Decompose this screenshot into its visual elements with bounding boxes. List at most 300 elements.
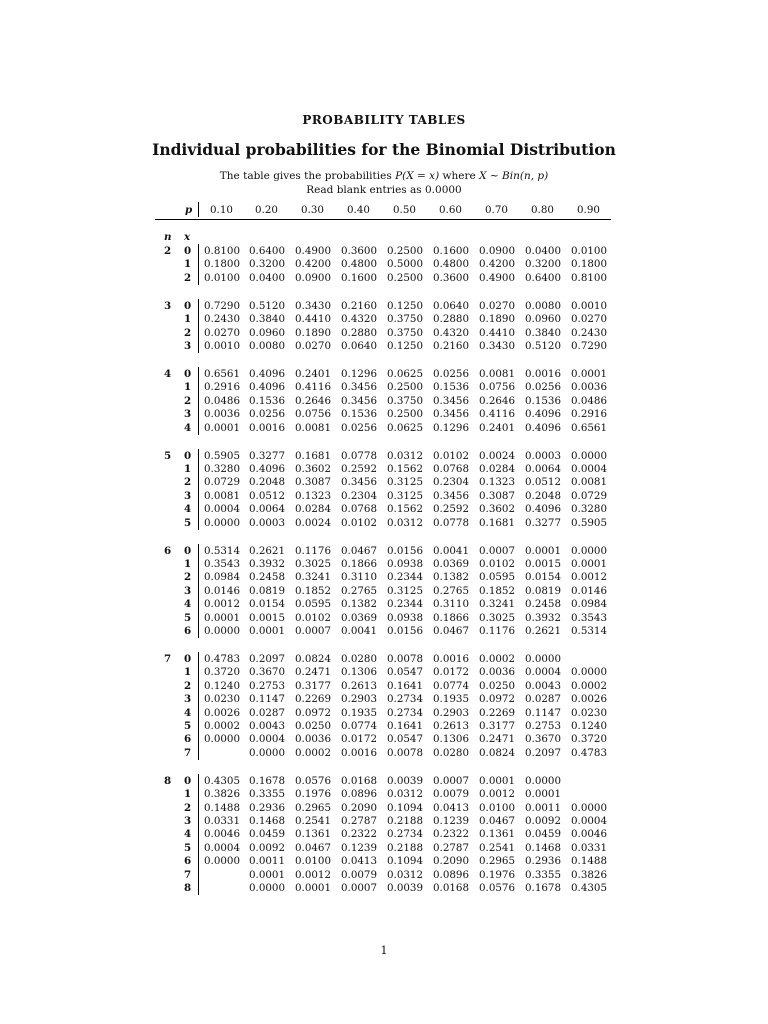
probability-cell: 0.0001 — [249, 868, 286, 881]
probability-cell: 0.1147 — [249, 693, 286, 706]
probability-cell: 0.3125 — [387, 476, 424, 489]
probability-cell: 0.0041 — [433, 544, 470, 557]
probability-cell: 0.2048 — [525, 489, 562, 502]
x-value: 3 — [184, 339, 192, 352]
probability-cell: 0.2500 — [387, 408, 424, 421]
probability-cell: 0.2401 — [295, 367, 332, 380]
probability-cell: 0.0036 — [479, 666, 516, 679]
probability-cell: 0.0000 — [249, 881, 286, 894]
probability-cell: 0.1250 — [387, 299, 424, 312]
probability-cell: 0.0000 — [525, 652, 562, 665]
probability-cell: 0.0168 — [341, 774, 378, 787]
probability-cell: 0.0026 — [571, 693, 608, 706]
probability-cell: 0.0015 — [525, 557, 562, 570]
probability-cell: 0.4305 — [204, 774, 241, 787]
probability-cell: 0.0016 — [525, 367, 562, 380]
probability-cell: 0.1176 — [479, 624, 516, 637]
n-value: 3 — [164, 299, 172, 312]
probability-cell: 0.0011 — [249, 855, 286, 868]
probability-cell: 0.0102 — [479, 557, 516, 570]
probability-cell: 0.0312 — [387, 868, 424, 881]
probability-cell: 0.0640 — [341, 339, 378, 352]
probability-cell: 0.0369 — [433, 557, 470, 570]
probability-cell: 0.2304 — [433, 476, 470, 489]
probability-cell: 0.0000 — [571, 801, 608, 814]
probability-cell: 0.1641 — [387, 679, 424, 692]
probability-cell: 0.4900 — [295, 244, 332, 257]
probability-cell: 0.0486 — [571, 394, 608, 407]
probability-cell: 0.0900 — [479, 244, 516, 257]
probability-cell: 0.0036 — [204, 408, 241, 421]
probability-cell: 0.3025 — [295, 557, 332, 570]
probability-cell: 0.5000 — [387, 258, 424, 271]
probability-cell: 0.0015 — [249, 611, 286, 624]
probability-cell: 0.0012 — [295, 868, 332, 881]
probability-cell: 0.0046 — [571, 828, 608, 841]
probability-cell: 0.1852 — [295, 584, 332, 597]
probability-cell: 0.3932 — [525, 611, 562, 624]
probability-cell: 0.4096 — [525, 421, 562, 434]
description-line-1 — [0, 170, 768, 182]
probability-cell: 0.0100 — [295, 855, 332, 868]
x-value: 3 — [184, 489, 192, 502]
probability-cell: 0.0768 — [433, 462, 470, 475]
probability-cell: 0.3456 — [433, 489, 470, 502]
probability-cell: 0.2916 — [571, 408, 608, 421]
probability-cell: 0.3543 — [204, 557, 241, 570]
probability-cell: 0.0146 — [571, 584, 608, 597]
p-column-header: 0.30 — [301, 204, 324, 216]
probability-cell: 0.0824 — [295, 652, 332, 665]
probability-cell: 0.0004 — [571, 814, 608, 827]
probability-cell: 0.0156 — [387, 544, 424, 557]
probability-cell: 0.4096 — [249, 367, 286, 380]
probability-cell: 0.0467 — [433, 624, 470, 637]
probability-cell: 0.1976 — [295, 788, 332, 801]
probability-cell: 0.4800 — [341, 258, 378, 271]
probability-cell: 0.1296 — [341, 367, 378, 380]
probability-cell: 0.3456 — [433, 394, 470, 407]
probability-cell: 0.6400 — [249, 244, 286, 257]
probability-cell: 0.0043 — [249, 719, 286, 732]
n-value: 8 — [164, 774, 172, 787]
probability-cell: 0.8100 — [571, 271, 608, 284]
probability-cell: 0.2916 — [204, 381, 241, 394]
probability-cell: 0.0938 — [387, 611, 424, 624]
probability-cell: 0.0001 — [525, 544, 562, 557]
probability-cell: 0.0756 — [479, 381, 516, 394]
probability-cell: 0.2458 — [525, 598, 562, 611]
probability-cell: 0.3277 — [249, 449, 286, 462]
probability-cell: 0.0824 — [479, 746, 516, 759]
probability-cell: 0.0284 — [295, 503, 332, 516]
probability-cell: 0.0896 — [341, 788, 378, 801]
x-value: 1 — [184, 313, 192, 326]
probability-cell: 0.0046 — [204, 828, 241, 841]
probability-cell: 0.0000 — [204, 624, 241, 637]
probability-cell: 0.1468 — [525, 841, 562, 854]
probability-cell: 0.0778 — [341, 449, 378, 462]
probability-cell: 0.3826 — [571, 868, 608, 881]
x-value: 0 — [184, 449, 192, 462]
probability-cell: 0.0012 — [204, 598, 241, 611]
probability-cell: 0.3087 — [295, 476, 332, 489]
probability-cell: 0.4320 — [341, 313, 378, 326]
x-value: 3 — [184, 814, 192, 827]
probability-cell: 0.6561 — [204, 367, 241, 380]
block-divider — [198, 544, 199, 639]
page-number: 1 — [380, 944, 388, 957]
probability-cell: 0.0001 — [204, 421, 241, 434]
probability-cell: 0.1800 — [204, 258, 241, 271]
probability-cell: 0.0413 — [341, 855, 378, 868]
probability-cell: 0.1852 — [479, 584, 516, 597]
probability-cell: 0.4096 — [249, 462, 286, 475]
probability-cell: 0.3456 — [433, 408, 470, 421]
probability-cell: 0.2188 — [387, 814, 424, 827]
x-value: 0 — [184, 244, 192, 257]
probability-cell: 0.4783 — [571, 746, 608, 759]
probability-cell: 0.3602 — [479, 503, 516, 516]
probability-cell: 0.2592 — [433, 503, 470, 516]
probability-cell: 0.0064 — [525, 462, 562, 475]
probability-cell: 0.2734 — [387, 828, 424, 841]
x-value: 2 — [184, 271, 192, 284]
probability-cell: 0.4200 — [479, 258, 516, 271]
probability-cell: 0.0312 — [387, 449, 424, 462]
probability-cell: 0.0007 — [433, 774, 470, 787]
probability-cell: 0.0250 — [295, 719, 332, 732]
probability-cell: 0.0331 — [571, 841, 608, 854]
probability-cell: 0.2188 — [387, 841, 424, 854]
p-column-header: 0.90 — [577, 204, 600, 216]
probability-cell: 0.0026 — [204, 706, 241, 719]
probability-cell: 0.0156 — [387, 624, 424, 637]
probability-cell: 0.0413 — [433, 801, 470, 814]
probability-cell: 0.0256 — [341, 421, 378, 434]
probability-cell: 0.0486 — [204, 394, 241, 407]
probability-cell: 0.2500 — [387, 381, 424, 394]
probability-cell: 0.2592 — [341, 462, 378, 475]
probability-cell: 0.0004 — [249, 733, 286, 746]
probability-cell: 0.3110 — [433, 598, 470, 611]
probability-cell: 0.0467 — [341, 544, 378, 557]
probability-cell: 0.0984 — [204, 571, 241, 584]
n-value: 5 — [164, 449, 172, 462]
probability-cell: 0.0092 — [525, 814, 562, 827]
x-value: 2 — [184, 679, 192, 692]
x-value: 6 — [184, 733, 192, 746]
probability-cell: 0.0016 — [433, 652, 470, 665]
probability-cell: 0.3840 — [249, 313, 286, 326]
x-value: 7 — [184, 868, 192, 881]
probability-cell: 0.1678 — [249, 774, 286, 787]
probability-cell: 0.0000 — [571, 666, 608, 679]
probability-cell: 0.0064 — [249, 503, 286, 516]
probability-cell: 0.0000 — [204, 516, 241, 529]
x-value: 5 — [184, 516, 192, 529]
probability-cell: 0.0256 — [433, 367, 470, 380]
probability-cell: 0.2090 — [433, 855, 470, 868]
p-column-header: 0.40 — [347, 204, 370, 216]
probability-cell: 0.2903 — [341, 693, 378, 706]
probability-cell: 0.1866 — [341, 557, 378, 570]
probability-cell: 0.0102 — [433, 449, 470, 462]
probability-cell: 0.2613 — [341, 679, 378, 692]
probability-cell: 0.2787 — [341, 814, 378, 827]
probability-cell: 0.5314 — [204, 544, 241, 557]
page-header: PROBABILITY TABLES — [302, 113, 466, 127]
probability-cell: 0.3430 — [479, 339, 516, 352]
probability-cell: 0.3177 — [479, 719, 516, 732]
probability-cell: 0.0007 — [479, 544, 516, 557]
probability-cell: 0.2471 — [479, 733, 516, 746]
header-divider — [198, 202, 199, 217]
probability-cell: 0.1239 — [341, 841, 378, 854]
probability-cell: 0.3932 — [249, 557, 286, 570]
probability-cell: 0.0459 — [525, 828, 562, 841]
x-value: 1 — [184, 462, 192, 475]
x-value: 0 — [184, 774, 192, 787]
description-prefix: The table gives the probabilities — [219, 170, 396, 182]
probability-cell: 0.0092 — [249, 841, 286, 854]
probability-cell: 0.3430 — [295, 299, 332, 312]
probability-cell: 0.5905 — [571, 516, 608, 529]
probability-cell: 0.2613 — [433, 719, 470, 732]
probability-cell: 0.0270 — [295, 339, 332, 352]
probability-cell: 0.1382 — [341, 598, 378, 611]
probability-cell: 0.0041 — [341, 624, 378, 637]
probability-cell: 0.2787 — [433, 841, 470, 854]
probability-cell: 0.2646 — [479, 394, 516, 407]
probability-cell: 0.0010 — [204, 339, 241, 352]
probability-cell: 0.0000 — [249, 746, 286, 759]
probability-cell: 0.4096 — [249, 381, 286, 394]
probability-cell: 0.0774 — [341, 719, 378, 732]
probability-cell: 0.0002 — [295, 746, 332, 759]
probability-cell: 0.5905 — [204, 449, 241, 462]
probability-cell: 0.2304 — [341, 489, 378, 502]
probability-cell: 0.2500 — [387, 271, 424, 284]
p-column-header: 0.10 — [210, 204, 233, 216]
probability-cell: 0.0270 — [204, 326, 241, 339]
probability-cell: 0.2936 — [249, 801, 286, 814]
probability-cell: 0.3750 — [387, 394, 424, 407]
probability-cell: 0.1361 — [479, 828, 516, 841]
probability-cell: 0.0287 — [525, 693, 562, 706]
probability-cell: 0.2936 — [525, 855, 562, 868]
probability-cell: 0.4200 — [295, 258, 332, 271]
probability-cell: 0.4410 — [295, 313, 332, 326]
probability-cell: 0.3241 — [479, 598, 516, 611]
probability-cell: 0.1935 — [341, 706, 378, 719]
probability-cell: 0.8100 — [204, 244, 241, 257]
probability-cell: 0.3355 — [525, 868, 562, 881]
x-value: 7 — [184, 746, 192, 759]
probability-cell: 0.1323 — [479, 476, 516, 489]
probability-cell: 0.1240 — [204, 679, 241, 692]
probability-cell: 0.0007 — [341, 881, 378, 894]
block-divider — [198, 652, 199, 760]
probability-cell: 0.0270 — [479, 299, 516, 312]
probability-cell: 0.1536 — [249, 394, 286, 407]
probability-cell: 0.0312 — [387, 516, 424, 529]
probability-cell: 0.0039 — [387, 774, 424, 787]
probability-cell: 0.0002 — [571, 679, 608, 692]
probability-cell: 0.2753 — [525, 719, 562, 732]
probability-cell: 0.0001 — [571, 557, 608, 570]
probability-cell: 0.0036 — [571, 381, 608, 394]
p-column-header: 0.60 — [439, 204, 462, 216]
probability-cell: 0.3750 — [387, 326, 424, 339]
probability-cell: 0.0003 — [525, 449, 562, 462]
n-value: 4 — [164, 367, 172, 380]
probability-cell: 0.0459 — [249, 828, 286, 841]
probability-cell: 0.0003 — [249, 516, 286, 529]
x-value: 5 — [184, 719, 192, 732]
x-value: 4 — [184, 828, 192, 841]
probability-cell: 0.4783 — [204, 652, 241, 665]
probability-cell: 0.3277 — [525, 516, 562, 529]
probability-cell: 0.0154 — [249, 598, 286, 611]
probability-cell: 0.0100 — [571, 244, 608, 257]
probability-cell: 0.0270 — [571, 313, 608, 326]
x-value: 1 — [184, 666, 192, 679]
probability-cell: 0.2500 — [387, 244, 424, 257]
probability-cell: 0.3125 — [387, 584, 424, 597]
x-value: 2 — [184, 801, 192, 814]
probability-cell: 0.2753 — [249, 679, 286, 692]
probability-cell: 0.0000 — [204, 855, 241, 868]
probability-cell: 0.0625 — [387, 421, 424, 434]
probability-cell: 0.5120 — [525, 339, 562, 352]
probability-cell: 0.4116 — [479, 408, 516, 421]
probability-cell: 0.0001 — [525, 788, 562, 801]
probability-cell: 0.0080 — [249, 339, 286, 352]
probability-cell: 0.0467 — [295, 841, 332, 854]
probability-cell: 0.2541 — [295, 814, 332, 827]
probability-cell: 0.1488 — [204, 801, 241, 814]
probability-cell: 0.0004 — [204, 503, 241, 516]
probability-cell: 0.1306 — [433, 733, 470, 746]
probability-cell: 0.3355 — [249, 788, 286, 801]
probability-cell: 0.1250 — [387, 339, 424, 352]
probability-cell: 0.4320 — [433, 326, 470, 339]
probability-cell: 0.2097 — [249, 652, 286, 665]
probability-cell: 0.0984 — [571, 598, 608, 611]
x-value: 1 — [184, 557, 192, 570]
probability-cell: 0.1890 — [479, 313, 516, 326]
probability-cell: 0.3456 — [341, 394, 378, 407]
probability-cell: 0.2322 — [433, 828, 470, 841]
probability-cell: 0.7290 — [204, 299, 241, 312]
probability-cell: 0.0079 — [341, 868, 378, 881]
probability-cell: 0.0079 — [433, 788, 470, 801]
probability-cell: 0.2458 — [249, 571, 286, 584]
probability-cell: 0.3840 — [525, 326, 562, 339]
probability-cell: 0.3200 — [249, 258, 286, 271]
probability-cell: 0.0000 — [204, 733, 241, 746]
probability-cell: 0.0369 — [341, 611, 378, 624]
probability-cell: 0.0960 — [249, 326, 286, 339]
x-value: 0 — [184, 299, 192, 312]
header-rule — [155, 219, 611, 220]
x-value: 0 — [184, 652, 192, 665]
n-value: 2 — [164, 244, 172, 257]
probability-cell: 0.0331 — [204, 814, 241, 827]
x-value: 2 — [184, 571, 192, 584]
x-value: 5 — [184, 841, 192, 854]
probability-cell: 0.4305 — [571, 881, 608, 894]
page-title: Individual probabilities for the Binomial Distribution — [152, 140, 616, 159]
probability-cell: 0.2646 — [295, 394, 332, 407]
probability-cell: 0.0972 — [479, 693, 516, 706]
n-value: 7 — [164, 652, 172, 665]
p-column-header: 0.70 — [485, 204, 508, 216]
probability-cell: 0.0547 — [387, 666, 424, 679]
probability-cell: 0.0467 — [479, 814, 516, 827]
probability-cell: 0.2430 — [204, 313, 241, 326]
probability-cell: 0.1306 — [341, 666, 378, 679]
probability-cell: 0.2471 — [295, 666, 332, 679]
probability-cell: 0.3110 — [341, 571, 378, 584]
probability-cell: 0.0002 — [479, 652, 516, 665]
probability-cell: 0.2269 — [479, 706, 516, 719]
probability-cell: 0.0972 — [295, 706, 332, 719]
probability-cell: 0.0900 — [295, 271, 332, 284]
probability-cell: 0.2344 — [387, 598, 424, 611]
x-value: 5 — [184, 611, 192, 624]
probability-cell: 0.0576 — [479, 881, 516, 894]
probability-cell: 0.2048 — [249, 476, 286, 489]
x-value: 2 — [184, 326, 192, 339]
probability-cell: 0.2344 — [387, 571, 424, 584]
probability-cell: 0.0640 — [433, 299, 470, 312]
probability-cell: 0.0595 — [479, 571, 516, 584]
block-divider — [198, 367, 199, 435]
probability-cell: 0.2734 — [387, 693, 424, 706]
probability-cell: 0.0016 — [249, 421, 286, 434]
probability-cell: 0.2090 — [341, 801, 378, 814]
probability-cell: 0.0172 — [341, 733, 378, 746]
probability-cell: 0.3543 — [571, 611, 608, 624]
probability-cell: 0.0081 — [295, 421, 332, 434]
p-column-header: 0.50 — [393, 204, 416, 216]
probability-cell: 0.7290 — [571, 339, 608, 352]
probability-cell: 0.1147 — [525, 706, 562, 719]
x-value: 2 — [184, 476, 192, 489]
probability-cell: 0.0004 — [525, 666, 562, 679]
probability-cell: 0.0024 — [479, 449, 516, 462]
probability-cell: 0.1600 — [433, 244, 470, 257]
x-value: 4 — [184, 421, 192, 434]
probability-cell: 0.0001 — [295, 881, 332, 894]
probability-cell: 0.4116 — [295, 381, 332, 394]
probability-cell: 0.0250 — [479, 679, 516, 692]
x-value: 4 — [184, 706, 192, 719]
x-value: 1 — [184, 788, 192, 801]
probability-cell: 0.1176 — [295, 544, 332, 557]
probability-cell: 0.0102 — [295, 611, 332, 624]
probability-cell: 0.0012 — [479, 788, 516, 801]
block-divider — [198, 299, 199, 354]
x-label: x — [184, 231, 191, 243]
probability-cell: 0.1976 — [479, 868, 516, 881]
probability-cell: 0.3826 — [204, 788, 241, 801]
probability-cell: 0.0000 — [571, 449, 608, 462]
probability-cell: 0.6400 — [525, 271, 562, 284]
description-math-p: P(X = x) — [395, 170, 440, 182]
